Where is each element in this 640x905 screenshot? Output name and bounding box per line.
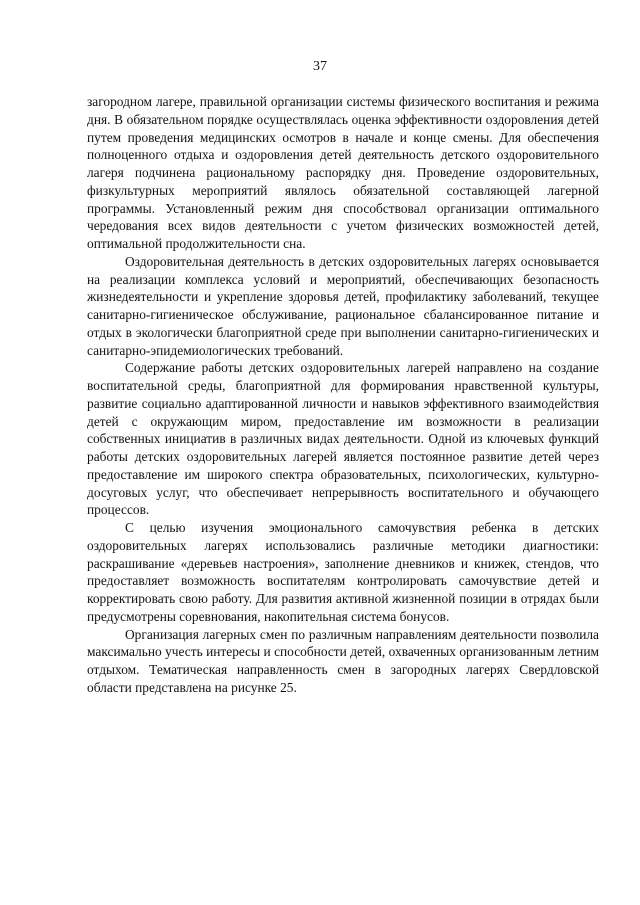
paragraph-camp-shifts: Организация лагерных смен по различным направлениям деятельности позволила максимально учесть интересы и способности детей, охваченных организованным летним отдыхом. Тематическая направленность смен в загородных лагерях Свердловской области представлена на рисунке 25.: [87, 626, 599, 695]
paragraph-camp-work-content: Содержание работы детских оздоровительных лагерей направлено на создание воспитательной среды, благоприятной для формирования нравственной культуры, развитие социально адаптированной личности и навыков эффективного взаимодействия детей с окружающим миром, предоставление им возможности в реализации собственных инициатив в различных видах деятельности. Одной из ключевых функций работы детских оздоровительных лагерей является постоянное развитие детей через предоставление им широкого спектра образовательных, психологических, культурно-досуговых услуг, что обеспечивает непрерывность воспитательного и обучающего процессов.: [87, 360, 599, 518]
paragraph-health-activities: Оздоровительная деятельность в детских оздоровительных лагерях основывается на реализации комплекса условий и мероприятий, обеспечивающих безопасность жизнедеятельности и укрепление здоровья детей, профилактику заболеваний, текущее санитарно-гигиеническое обслуживание, рациональное сбалансированное питание и отдых в экологически благоприятной среде при выполнении санитарно-гигиенических и санитарно-эпидемиологических требований.: [87, 253, 599, 358]
page-number: 37: [313, 59, 327, 74]
paragraph-continued: загородном лагере, правильной организации системы физического воспитания и режима дня. В обязательном порядке осуществлялась оценка эффективности оздоровления детей путем проведения медицинских осмотров в начале и конце смены. Для обеспечения полноценного отдыха и оздоровления детей деятельность детского оздоровительного лагеря подчинена рациональному распорядку дня. Проведение оздоровительных, физкультурных мероприятий являлось обязательной составляющей лагерной программы. Установленный режим дня способствовал организации оптимального чередования всех видов деятельности с учетом физических возможностей детей, оптимальной продолжительности сна.: [87, 94, 599, 251]
body-text: [87, 93, 599, 697]
paragraph-emotional-wellbeing: С целью изучения эмоционального самочувствия ребенка в детских оздоровительных лагерях использовались различные методики диагностики: раскрашивание «деревьев настроения», заполнение дневников и книжек, стендов, что предоставляет возможность воспитателям контролировать самочувствие детей и корректировать свою работу. Для развития активной жизненной позиции в отрядах были предусмотрены соревнования, накопительная система бонусов.: [87, 520, 599, 624]
